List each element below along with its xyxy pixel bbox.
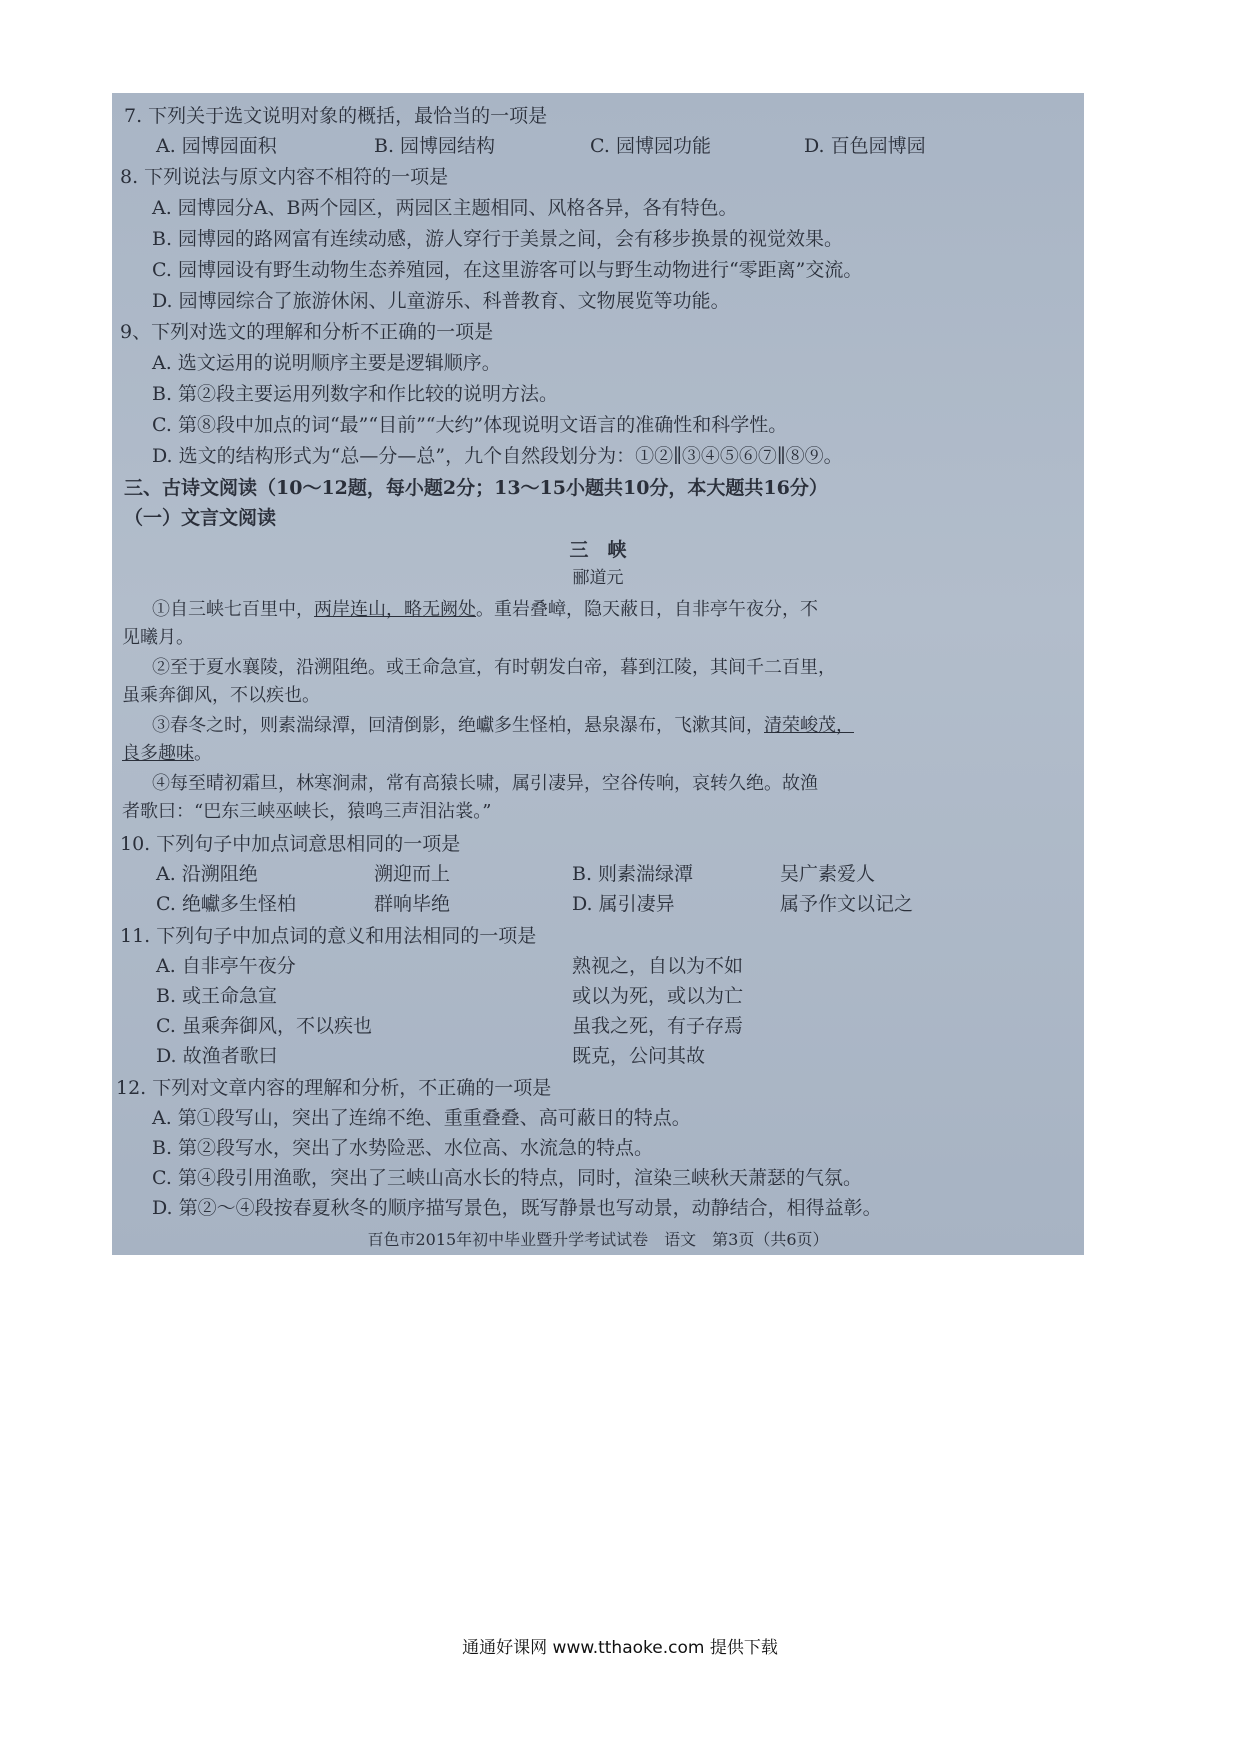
poem-paragraph-4: ④每至晴初霜旦，林寒涧肃，常有高猿长啸，属引凄异，空谷传响，哀转久绝。故渔 (152, 773, 818, 794)
q12-option-a: A. 第①段写山，突出了连绵不绝、重重叠叠、高可蔽日的特点。 (152, 1107, 691, 1129)
q7-option-d: D. 百色园博园 (804, 135, 926, 157)
q11-a-left: A. 自非亭午夜分 (156, 955, 296, 977)
q7-option-a: A. 园博园面积 (156, 135, 277, 157)
p3-underlined-1: 清荣峻茂， (764, 715, 854, 736)
q7-option-b: B. 园博园结构 (374, 135, 496, 157)
exam-page-footer: 百色市2015年初中毕业暨升学考试试卷 语文 第3页（共6页） (367, 1230, 829, 1249)
p1-text-pre: ①自三峡七百里中， (152, 599, 314, 620)
scanned-exam-page (112, 93, 1084, 1255)
q12-option-b: B. 第②段写水，突出了水势险恶、水位高、水流急的特点。 (152, 1137, 654, 1159)
q8-option-b: B. 园博园的路网富有连续动感，游人穿行于美景之间，会有移步换景的视觉效果。 (152, 228, 844, 250)
q8-option-d: D. 园博园综合了旅游休闲、儿童游乐、科普教育、文物展览等功能。 (152, 290, 730, 312)
poem-paragraph-3-cont (122, 743, 212, 765)
q10-c-left: C. 绝巘多生怪柏 (156, 893, 296, 915)
q10-stem: 10. 下列句子中加点词意思相同的一项是 (120, 833, 461, 855)
p1-text-post: 。重岩叠嶂，隐天蔽日，自非亭午夜分，不 (476, 599, 818, 620)
q11-b-right: 或以为死，或以为亡 (572, 985, 744, 1007)
q9-option-c: C. 第⑧段中加点的词“最”“目前”“大约”体现说明文语言的准确性和科学性。 (152, 414, 788, 436)
p3-underlined-2: 良多趣味 (122, 743, 194, 764)
q8-stem: 8. 下列说法与原文内容不相符的一项是 (120, 166, 449, 188)
p3-text-post: 。 (194, 743, 212, 764)
q10-a-left: A. 沿溯阻绝 (156, 863, 258, 885)
q10-b-right: 吴广素爱人 (780, 863, 876, 885)
q8-option-a: A. 园博园分A、B两个园区，两园区主题相同、风格各异，各有特色。 (152, 197, 738, 219)
q8-option-c: C. 园博园设有野生动物生态养殖园，在这里游客可以与野生动物进行“零距离”交流。 (152, 259, 863, 281)
q10-d-right: 属予作文以记之 (780, 893, 914, 915)
q12-option-d: D. 第②～④段按春夏秋冬的顺序描写景色，既写静景也写动景，动静结合，相得益彰。 (152, 1197, 882, 1219)
poem-paragraph-1 (152, 599, 818, 621)
q10-a-right: 溯迎而上 (374, 863, 451, 885)
q11-d-right: 既克，公问其故 (572, 1045, 706, 1067)
q11-stem: 11. 下列句子中加点词的意义和用法相同的一项是 (120, 925, 537, 947)
poem-paragraph-4-cont: 者歌曰：“巴东三峡巫峡长，猿鸣三声泪沾裳。” (122, 801, 492, 822)
site-download-footer: 通通好课网 www.tthaoke.com 提供下载 (462, 1638, 778, 1658)
poem-author: 郦道元 (572, 568, 624, 588)
q7-stem: 7. 下列关于选文说明对象的概括，最恰当的一项是 (124, 105, 548, 127)
q11-d-left: D. 故渔者歌曰 (156, 1045, 278, 1067)
q10-c-right: 群响毕绝 (374, 893, 451, 915)
q10-b-left: B. 则素湍绿潭 (572, 863, 694, 885)
poem-paragraph-2-cont: 虽乘奔御风，不以疾也。 (122, 685, 320, 706)
q11-c-right: 虽我之死，有子存焉 (572, 1015, 744, 1037)
q11-a-right: 熟视之，自以为不如 (572, 955, 744, 977)
q11-b-left: B. 或王命急宣 (156, 985, 278, 1007)
q12-option-c: C. 第④段引用渔歌，突出了三峡山高水长的特点，同时，渲染三峡秋天萧瑟的气氛。 (152, 1167, 862, 1189)
q9-stem: 9、下列对选文的理解和分析不正确的一项是 (120, 321, 494, 343)
section-subheading: （一）文言文阅读 (124, 507, 277, 529)
poem-paragraph-1-cont: 见曦月。 (122, 627, 194, 648)
q9-option-d: D. 选文的结构形式为“总—分—总”，九个自然段划分为：①②∥③④⑤⑥⑦∥⑧⑨。 (152, 445, 843, 467)
q9-option-a: A. 选文运用的说明顺序主要是逻辑顺序。 (152, 352, 501, 374)
q12-stem: 12. 下列对文章内容的理解和分析，不正确的一项是 (116, 1077, 552, 1099)
section-three-heading: 三、古诗文阅读（10～12题，每小题2分；13～15小题共10分，本大题共16分） (124, 477, 828, 499)
poem-paragraph-2: ②至于夏水襄陵，沿溯阻绝。或王命急宣，有时朝发白帝，暮到江陵，其间千二百里， (152, 657, 836, 678)
q11-c-left: C. 虽乘奔御风，不以疾也 (156, 1015, 372, 1037)
poem-title: 三 峡 (569, 539, 627, 561)
q9-option-b: B. 第②段主要运用列数字和作比较的说明方法。 (152, 383, 559, 405)
q10-d-left: D. 属引凄异 (572, 893, 675, 915)
p3-text-pre: ③春冬之时，则素湍绿潭，回清倒影，绝巘多生怪柏，悬泉瀑布，飞漱其间， (152, 715, 764, 736)
q7-option-c: C. 园博园功能 (590, 135, 711, 157)
p1-underlined: 两岸连山，略无阙处 (314, 599, 476, 620)
poem-paragraph-3 (152, 715, 854, 737)
